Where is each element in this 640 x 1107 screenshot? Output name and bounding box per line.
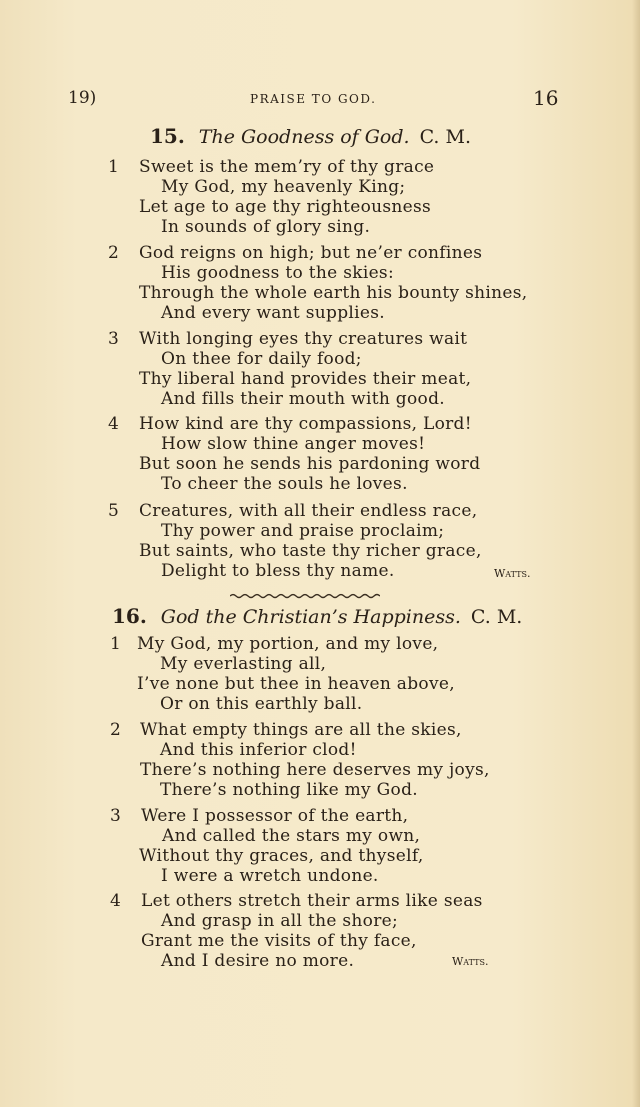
verse-line: But saints, who taste thy richer grace, (139, 541, 482, 561)
verse-line: In sounds of glory sing. (161, 217, 371, 237)
hymn-16-attribution: Watts. (452, 955, 489, 968)
verse-line: Or on this earthly ball. (160, 694, 363, 714)
verse-line: And this inferior clod! (160, 740, 357, 760)
verse-line: And fills their mouth with good. (161, 389, 445, 409)
verse-line: I’ve none but thee in heaven above, (137, 674, 455, 694)
verse-line: On thee for daily food; (161, 349, 362, 369)
hymn-number: 15. (150, 124, 185, 148)
hymn-meter: C. M. (470, 606, 523, 628)
verse-line: Thy liberal hand provides their meat, (139, 369, 472, 389)
verse-line: My God, my heavenly King; (161, 177, 406, 197)
hymn-15-attribution: Watts. (494, 567, 531, 580)
hymn-meter: C. M. (419, 126, 471, 148)
verse-line: Delight to bless thy name. (161, 561, 395, 581)
verse-line: What empty things are all the skies, (140, 720, 462, 740)
stanza-number: 2 (110, 720, 121, 740)
verse-line: There’s nothing here deserves my joys, (140, 760, 490, 780)
verse-line: With longing eyes thy creatures wait (139, 329, 468, 349)
verse-line: And grasp in all the shore; (161, 911, 399, 931)
verse-line: Grant me the visits of thy face, (141, 931, 417, 951)
header-left-mark: 19) (68, 88, 97, 108)
stanza-number: 3 (110, 806, 121, 826)
page-number: 16 (533, 86, 559, 110)
verse-line: And I desire no more. (161, 951, 355, 971)
wavy-divider-ornament (230, 593, 380, 599)
hymn-name: The Goodness of God. (198, 126, 410, 148)
hymn-name: God the Christian’s Happiness. (160, 606, 461, 628)
stanza-number: 4 (110, 891, 121, 911)
verse-line: Let others stretch their arms like seas (141, 891, 483, 911)
verse-line: But soon he sends his pardoning word (139, 454, 481, 474)
verse-line: Were I possessor of the earth, (141, 806, 409, 826)
verse-line: My everlasting all, (160, 654, 327, 674)
hymn-15-title (150, 124, 471, 148)
verse-line: Without thy graces, and thyself, (139, 846, 424, 866)
verse-line: To cheer the souls he loves. (161, 474, 408, 494)
stanza-number: 5 (108, 501, 119, 521)
verse-line: And every want supplies. (161, 303, 385, 323)
verse-line: God reigns on high; but ne’er confines (139, 243, 483, 263)
verse-line: How slow thine anger moves! (161, 434, 426, 454)
verse-line: How kind are thy compassions, Lord! (139, 414, 472, 434)
verse-line: Thy power and praise proclaim; (161, 521, 445, 541)
stanza-number: 1 (108, 157, 119, 177)
verse-line: Sweet is the mem’ry of thy grace (139, 157, 435, 177)
verse-line: Through the whole earth his bounty shines, (139, 283, 528, 303)
verse-line: Let age to age thy righteousness (139, 197, 432, 217)
verse-line: Creatures, with all their endless race, (139, 501, 478, 521)
verse-line: His goodness to the skies: (161, 263, 394, 283)
page-header (0, 88, 640, 112)
stanza-number: 4 (108, 414, 119, 434)
stanza-number: 3 (108, 329, 119, 349)
verse-line: My God, my portion, and my love, (137, 634, 439, 654)
running-title: PRAISE TO GOD. (250, 92, 377, 106)
stanza-number: 2 (108, 243, 119, 263)
hymn-16-title (112, 604, 522, 628)
page-edge-shadow (632, 0, 640, 1107)
stanza-number: 1 (110, 634, 121, 654)
verse-line: And called the stars my own, (162, 826, 421, 846)
verse-line: I were a wretch undone. (161, 866, 379, 886)
verse-line: There’s nothing like my God. (160, 780, 418, 800)
hymn-number: 16. (112, 604, 147, 628)
